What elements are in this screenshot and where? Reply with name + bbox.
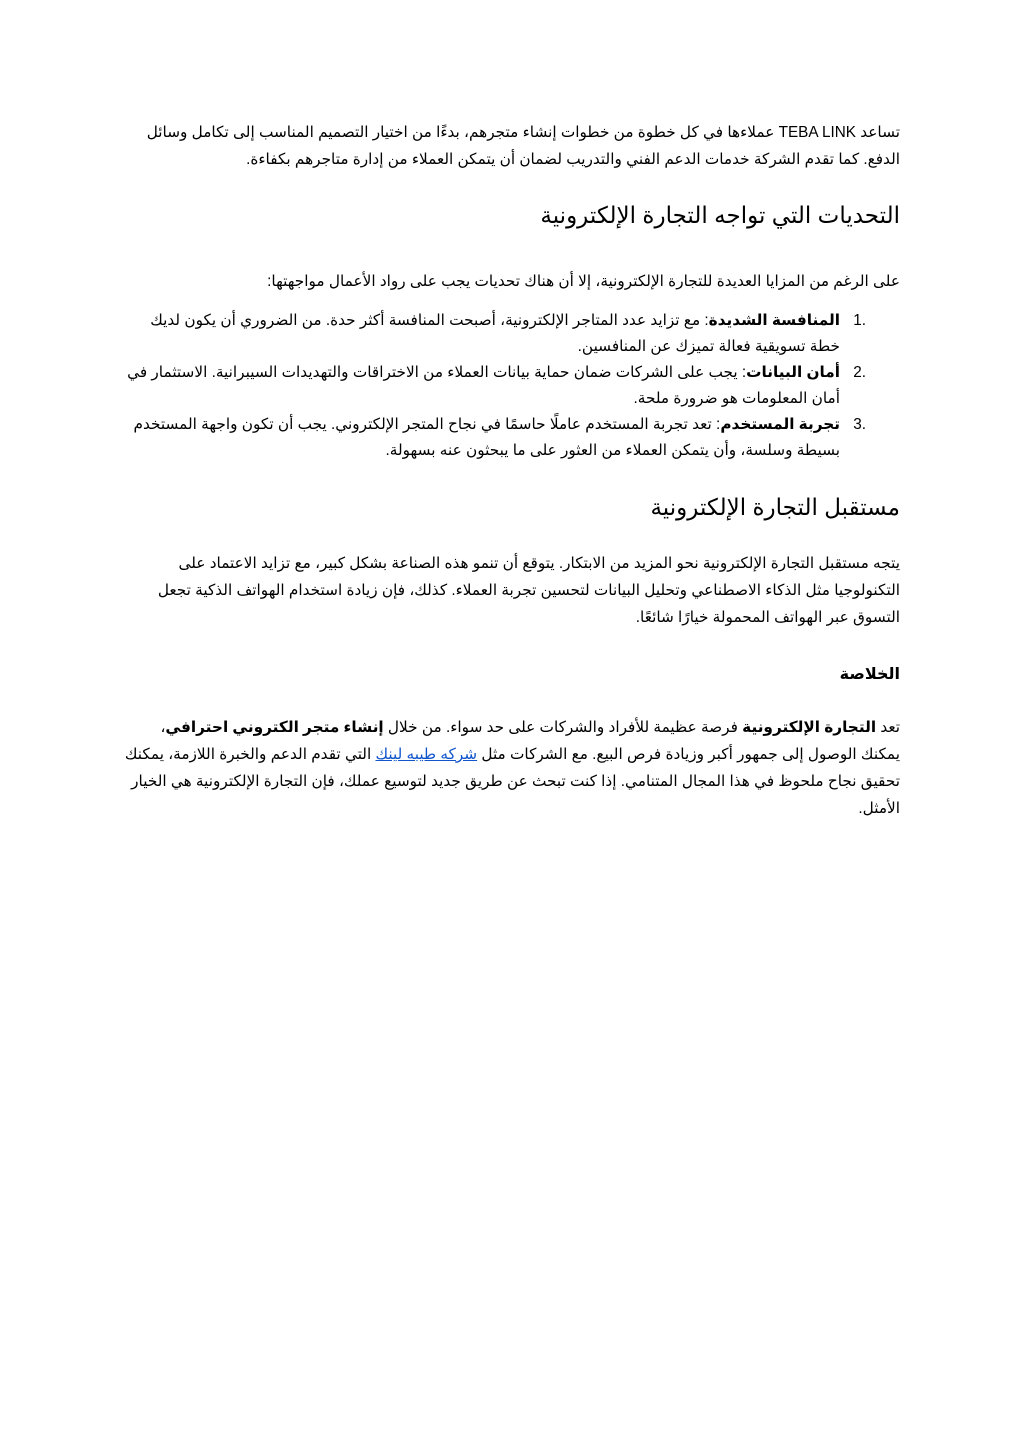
list-item-number: 2. bbox=[853, 364, 866, 381]
list-item-number: 3. bbox=[853, 416, 866, 433]
conclusion-paragraph bbox=[122, 714, 900, 822]
conclusion-bold-ecommerce: التجارة الإلكترونية bbox=[742, 719, 877, 736]
teba-link[interactable]: شركه طيبه لينك bbox=[375, 746, 478, 763]
list-item bbox=[122, 308, 900, 360]
list-item-text: : يجب على الشركات ضمان حماية بيانات العملاء من الاختراقات والتهديدات السيبرانية. الاستثمار في أمان المعلومات هو ضرورة ملحة. bbox=[127, 364, 840, 407]
list-item-text: : مع تزايد عدد المتاجر الإلكترونية، أصبحت المنافسة أكثر حدة. من الضروري أن يكون لديك خطة تسويقية فعالة تميزك عن المنافسين. bbox=[150, 312, 840, 355]
list-item-title: أمان البيانات bbox=[746, 364, 840, 381]
list-item-text: : تعد تجربة المستخدم عاملًا حاسمًا في نجاح المتجر الإلكتروني. يجب أن تكون واجهة المستخدم بسيطة وسلسة، وأن يتمكن العملاء من العثور على ما يبحثون عنه بسهولة. bbox=[133, 416, 840, 459]
conclusion-text-4: التي تقدم الدعم والخبرة اللازمة، يمكنك تحقيق نجاح ملحوظ في هذا المجال المتنامي. إذا كنت تبحث عن طريق جديد لتوسيع عملك، فإن التجارة الإلكترونية هي الخيار الأمثل. bbox=[124, 746, 900, 817]
conclusion-text-2: فرصة عظيمة للأفراد والشركات على حد سواء. من خلال bbox=[383, 719, 743, 736]
intro-paragraph: تساعد TEBA LINK عملاءها في كل خطوة من خطوات إنشاء متجرهم، بدءًا من اختيار التصميم المناسب إلى تكامل وسائل الدفع. كما تقدم الشركة خدمات الدعم الفني والتدريب لضمان أن يتمكن العملاء من إدارة متاجرهم بكفاءة. bbox=[146, 124, 900, 168]
list-item bbox=[122, 360, 900, 412]
document-page bbox=[122, 119, 900, 822]
list-item-title: تجربة المستخدم bbox=[720, 416, 840, 433]
conclusion-text-1: تعد bbox=[876, 719, 900, 736]
challenges-intro-paragraph: على الرغم من المزايا العديدة للتجارة الإلكترونية، إلا أن هناك تحديات يجب على رواد الأعمال مواجهتها: bbox=[267, 273, 900, 290]
list-item-number: 1. bbox=[853, 312, 866, 329]
list-item bbox=[122, 412, 900, 464]
future-heading: مستقبل التجارة الإلكترونية bbox=[650, 494, 900, 520]
conclusion-heading: الخلاصة bbox=[839, 666, 900, 683]
list-item-title: المنافسة الشديدة bbox=[708, 312, 840, 329]
challenges-heading: التحديات التي تواجه التجارة الإلكترونية bbox=[540, 202, 900, 228]
conclusion-bold-store: إنشاء متجر الكتروني احترافي bbox=[165, 719, 384, 736]
future-paragraph: يتجه مستقبل التجارة الإلكترونية نحو المزيد من الابتكار. يتوقع أن تنمو هذه الصناعة بشكل كبير، مع تزايد الاعتماد على التكنولوجيا مثل الذكاء الاصطناعي وتحليل البيانات لتحسين تجربة العملاء. كذلك، فإن زيادة استخدام الهواتف الذكية تجعل التسوق عبر الهواتف المحمولة خيارًا شائعًا. bbox=[157, 555, 900, 626]
conclusion-text-3: ، يمكنك الوصول إلى جمهور أكبر وزيادة فرص البيع. مع الشركات مثل bbox=[160, 719, 900, 763]
challenges-list bbox=[122, 308, 900, 464]
